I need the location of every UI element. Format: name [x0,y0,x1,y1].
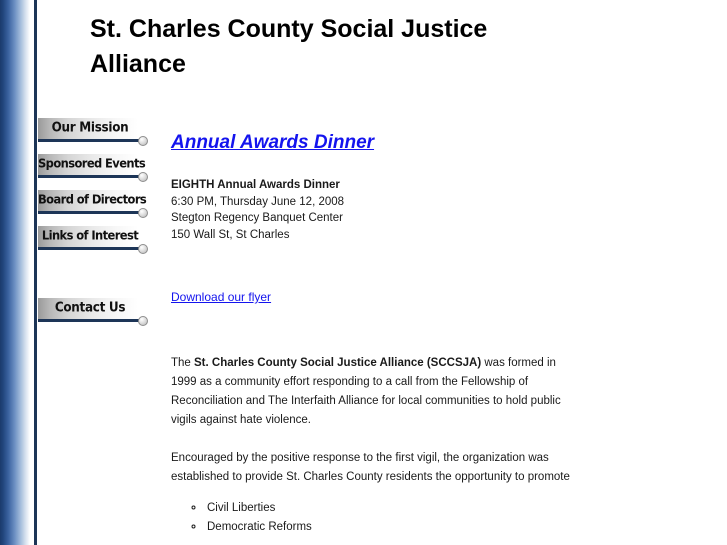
sidebar-item-label: Links of Interest [41,227,139,243]
nav-underline-rule [38,175,139,178]
nav-bullet-dot-icon [138,208,148,218]
sidebar-nav [38,118,153,334]
nav-underline-rule [38,211,139,214]
sidebar-item-sponsored-events[interactable] [38,154,153,186]
para1-lead: The [171,357,195,369]
sidebar-item-board-of-directors[interactable] [38,190,153,222]
nav-underline-rule [38,139,139,142]
event-venue: Stegton Regency Banquet Center [171,212,343,224]
event-address: 150 Wall St, St Charles [171,228,290,241]
event-time: 6:30 PM, Thursday June 12, 2008 [171,195,345,208]
nav-bullet-dot-icon [138,244,148,254]
organization-name-bold: St. Charles County Social Justice Alliance (SCCSJA) [194,357,482,369]
nav-underline-rule [38,319,139,322]
sidebar-item-label: Our Mission [51,119,129,135]
sidebar-item-contact-us[interactable] [38,298,153,330]
about-paragraph-2: Encouraged by the positive response to the first vigil, the organization was established to provide St. Charles County residents the opportunity to promote [171,452,570,483]
nav-bullet-dot-icon [138,136,148,146]
main-content [171,132,571,537]
left-decorative-gradient-strip [0,0,30,545]
sidebar-item-links-of-interest[interactable] [38,226,153,258]
nav-underline-rule [38,247,139,250]
para1-rest: was formed in 1999 as a community effort responding to a call from the Fellowship of Reconciliation and The Interfaith Alliance for local communities to hold public vigils against hate violence. [171,357,561,426]
sidebar-item-label: Contact Us [54,299,126,315]
nav-bullet-dot-icon [138,172,148,182]
nav-bullet-dot-icon [138,316,148,326]
about-paragraph-1 [171,354,571,430]
sidebar-item-our-mission[interactable] [38,118,153,150]
event-details [171,177,571,243]
download-flyer-link[interactable]: Download our flyer [171,290,272,304]
page-title: St. Charles County Social Justice Alliance [90,15,488,78]
left-border-rule [34,0,37,545]
list-item: ◦ Civil Liberties [205,499,571,518]
event-heading-link[interactable]: Annual Awards Dinner [171,132,375,153]
sidebar-item-label: Board of Directors [38,191,147,207]
event-name: EIGHTH Annual Awards Dinner [171,179,340,191]
promote-list [171,499,571,537]
sidebar-item-label: Sponsored Events [38,155,146,171]
list-item: ◦ Democratic Reforms [205,518,571,537]
